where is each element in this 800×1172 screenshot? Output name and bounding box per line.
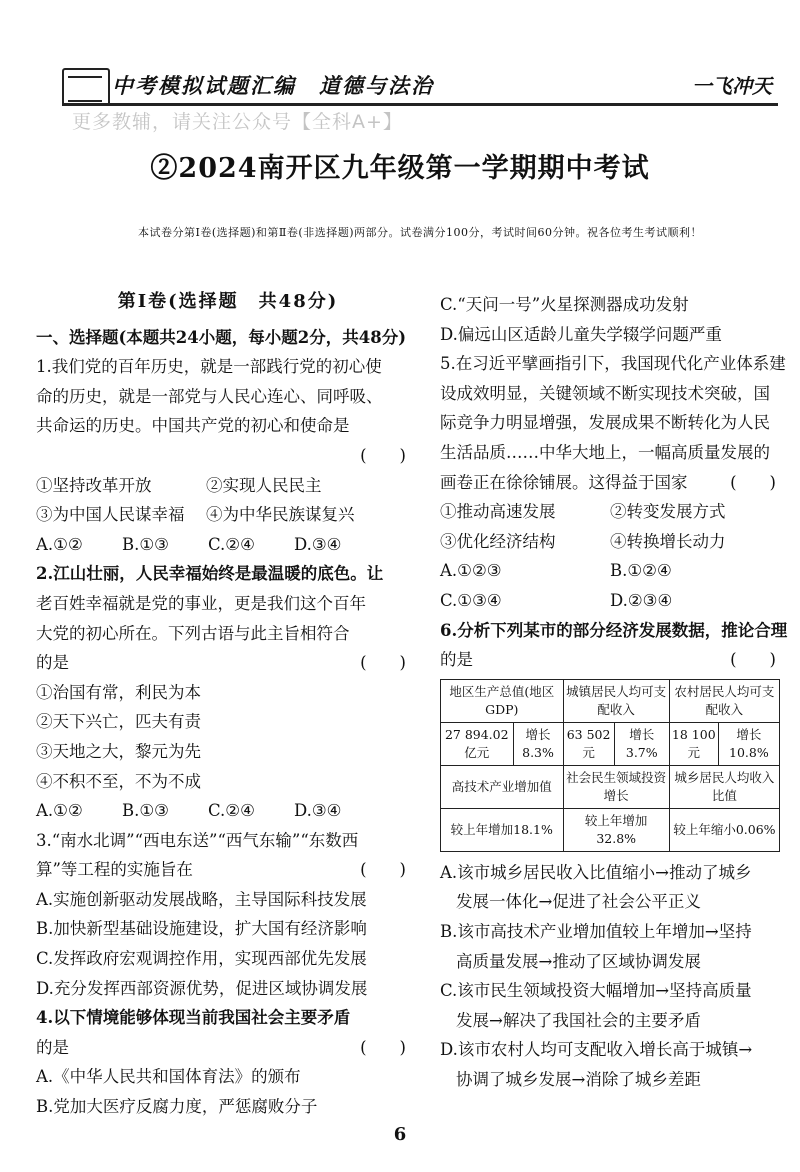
option-item: ③天地之大，黎元为先 xyxy=(36,741,201,761)
answer-choice-b[interactable] xyxy=(440,917,790,976)
seal-icon xyxy=(68,76,102,102)
table-cell: 较上年增加18.1% xyxy=(441,808,564,851)
option-item: ③为中国人民谋幸福 xyxy=(36,505,185,525)
table-cell: 63 502元 xyxy=(563,722,614,765)
left-column xyxy=(36,287,420,1122)
answer-choice[interactable]: B.①③ xyxy=(122,534,169,554)
answer-choice[interactable]: B.①③ xyxy=(122,801,169,821)
exam-instructions: 本试卷分第Ⅰ卷(选择题)和第Ⅱ卷(非选择题)两部分。试卷满分100分，考试时间60分钟。祝各位考生考试顺利！ xyxy=(138,226,702,239)
question-text: 大党的初心所在。下列古语与此主旨相符合 xyxy=(36,623,350,643)
question-text: 老百姓幸福就是党的事业，更是我们这个百年 xyxy=(36,593,366,613)
question-text: 的是 xyxy=(36,1037,69,1057)
answer-choice[interactable]: B.党加大医疗反腐力度，严惩腐败分子 xyxy=(36,1097,318,1117)
question-text: 1.我们党的百年历史，就是一部践行党的初心使 xyxy=(36,357,382,377)
table-cell: 18 100元 xyxy=(669,722,718,765)
question-4 xyxy=(36,1003,420,1121)
question-text: 算”等工程的实施旨在 xyxy=(36,860,193,880)
answer-choice[interactable]: B.①②④ xyxy=(610,561,672,581)
right-column xyxy=(440,290,790,1094)
question-text: 6.分析下列某市的部分经济发展数据，推论合理 xyxy=(440,620,788,640)
question-5 xyxy=(440,349,790,615)
option-line: B.该市高技术产业增加值较上年增加→坚持 xyxy=(440,921,752,941)
answer-choice[interactable]: C.②④ xyxy=(208,801,255,821)
answer-choice[interactable]: C.①③④ xyxy=(440,590,502,610)
table-cell: 增长3.7% xyxy=(614,722,669,765)
option-item: ④不积不至，不为不成 xyxy=(36,771,201,791)
table-cell: 增长8.3% xyxy=(513,722,563,765)
series-title: 中考模拟试题汇编 道德与法治 xyxy=(112,73,434,98)
table-cell: 较上年增加32.8% xyxy=(563,808,669,851)
option-item: ①推动高速发展 xyxy=(440,502,556,522)
option-line: 协调了城乡发展→消除了城乡差距 xyxy=(456,1069,701,1089)
table-header: 城乡居民人均收入比值 xyxy=(669,765,779,808)
answer-paren: ( ) xyxy=(360,1037,406,1057)
answer-choice[interactable]: D.充分发挥西部资源优势，促进区域协调发展 xyxy=(36,978,368,998)
question-text: 画卷正在徐徐铺展。这得益于国家 xyxy=(440,472,688,492)
question-text: 共命运的历史。中国共产党的初心和使命是 xyxy=(36,416,350,436)
answer-paren: ( ) xyxy=(360,860,406,880)
answer-choice[interactable]: A.①②③ xyxy=(440,561,502,581)
option-line: C.该市民生领域投资大幅增加→坚持高质量 xyxy=(440,981,752,1001)
answer-paren: ( ) xyxy=(360,445,406,465)
question-text: 2.江山壮丽，人民幸福始终是最温暖的底色。让 xyxy=(36,564,384,584)
question-1 xyxy=(36,352,420,559)
table-header: 农村居民人均可支配收入 xyxy=(669,679,779,722)
answer-choice[interactable]: A.①② xyxy=(36,801,83,821)
option-item: ①坚持改革开放 xyxy=(36,475,152,495)
option-line: A.该市城乡居民收入比值缩小→推动了城乡 xyxy=(440,862,752,882)
header-logo-box xyxy=(62,68,110,106)
table-header: 城镇居民人均可支配收入 xyxy=(563,679,669,722)
table-header: 高技术产业增加值 xyxy=(441,765,564,808)
answer-choice[interactable]: A.①② xyxy=(36,534,83,554)
answer-paren: ( ) xyxy=(730,650,776,670)
answer-choice[interactable]: D.③④ xyxy=(294,801,342,821)
question-text: 4.以下情境能够体现当前我国社会主要矛盾 xyxy=(36,1008,351,1028)
answer-choice[interactable]: C.发挥政府宏观调控作用，实现西部优先发展 xyxy=(36,949,367,969)
question-2 xyxy=(36,559,420,825)
section-instruction: 一、选择题(本题共24小题，每小题2分，共48分) xyxy=(36,327,407,347)
option-line: D.该市农村人均可支配收入增长高于城镇→ xyxy=(440,1040,753,1060)
page-number: 6 xyxy=(393,1124,407,1145)
answer-choice-a[interactable] xyxy=(440,858,790,917)
answer-choice-d[interactable] xyxy=(440,1035,790,1094)
question-text: 的是 xyxy=(440,650,473,670)
option-item: ④转换增长动力 xyxy=(610,531,726,551)
option-item: ④为中华民族谋复兴 xyxy=(206,505,355,525)
section-title: 第Ⅰ卷(选择题 共48分) xyxy=(117,291,339,312)
economic-data-table xyxy=(440,679,780,852)
option-item: ②转变发展方式 xyxy=(610,502,726,522)
answer-choice[interactable]: D.③④ xyxy=(294,534,342,554)
question-text: 3.“南水北调”“西电东送”“西气东输”“东数西 xyxy=(36,830,359,850)
answer-choice[interactable]: D.偏远山区适龄儿童失学辍学问题严重 xyxy=(440,324,722,344)
answer-choice-c[interactable] xyxy=(440,976,790,1035)
answer-choice[interactable]: A.《中华人民共和国体育法》的颁布 xyxy=(36,1067,301,1087)
option-line: 发展→解决了我国社会的主要矛盾 xyxy=(456,1010,701,1030)
question-text: 命的历史，就是一部党与人民心连心、同呼吸、 xyxy=(36,386,383,406)
table-header: 地区生产总值(地区GDP) xyxy=(441,679,564,722)
question-6 xyxy=(440,616,790,1095)
option-item: ②天下兴亡，匹夫有责 xyxy=(36,712,201,732)
answer-choice[interactable]: B.加快新型基础设施建设，扩大国有经济影响 xyxy=(36,919,367,939)
option-item: ③优化经济结构 xyxy=(440,531,556,551)
option-item: ②实现人民民主 xyxy=(206,475,322,495)
answer-paren: ( ) xyxy=(730,472,776,492)
answer-choice[interactable]: C.②④ xyxy=(208,534,255,554)
brand-logo: 一飞冲天 xyxy=(692,74,772,98)
question-text: 5.在习近平擘画指引下，我国现代化产业体系建 xyxy=(440,354,786,374)
header-rule xyxy=(62,103,778,106)
watermark: 更多教辅，请关注公众号【全科A+】 xyxy=(72,111,403,133)
question-text: 的是 xyxy=(36,653,69,673)
answer-choice[interactable]: C.“天问一号”火星探测器成功发射 xyxy=(440,295,689,314)
answer-choice[interactable]: A.实施创新驱动发展战略，主导国际科技发展 xyxy=(36,889,367,909)
table-cell: 增长10.8% xyxy=(718,722,779,765)
option-item: ①治国有常，利民为本 xyxy=(36,682,201,702)
answer-paren: ( ) xyxy=(360,653,406,673)
option-line: 高质量发展→推动了区域协调发展 xyxy=(456,951,701,971)
option-line: 发展一体化→促进了社会公平正义 xyxy=(456,892,701,912)
question-text: 设成效明显，关键领域不断实现技术突破，国 xyxy=(440,383,770,403)
table-cell: 27 894.02亿元 xyxy=(441,722,514,765)
question-3 xyxy=(36,826,420,1004)
question-text: 生活品质……中华大地上，一幅高质量发展的 xyxy=(440,442,770,462)
table-header: 社会民生领域投资增长 xyxy=(563,765,669,808)
exam-title: ②2024南开区九年级第一学期期中考试 xyxy=(150,153,650,184)
question-text: 际竞争力明显增强，发展成果不断转化为人民 xyxy=(440,413,770,433)
table-cell: 较上年缩小0.06% xyxy=(669,808,779,851)
answer-choice[interactable]: D.②③④ xyxy=(610,590,673,610)
